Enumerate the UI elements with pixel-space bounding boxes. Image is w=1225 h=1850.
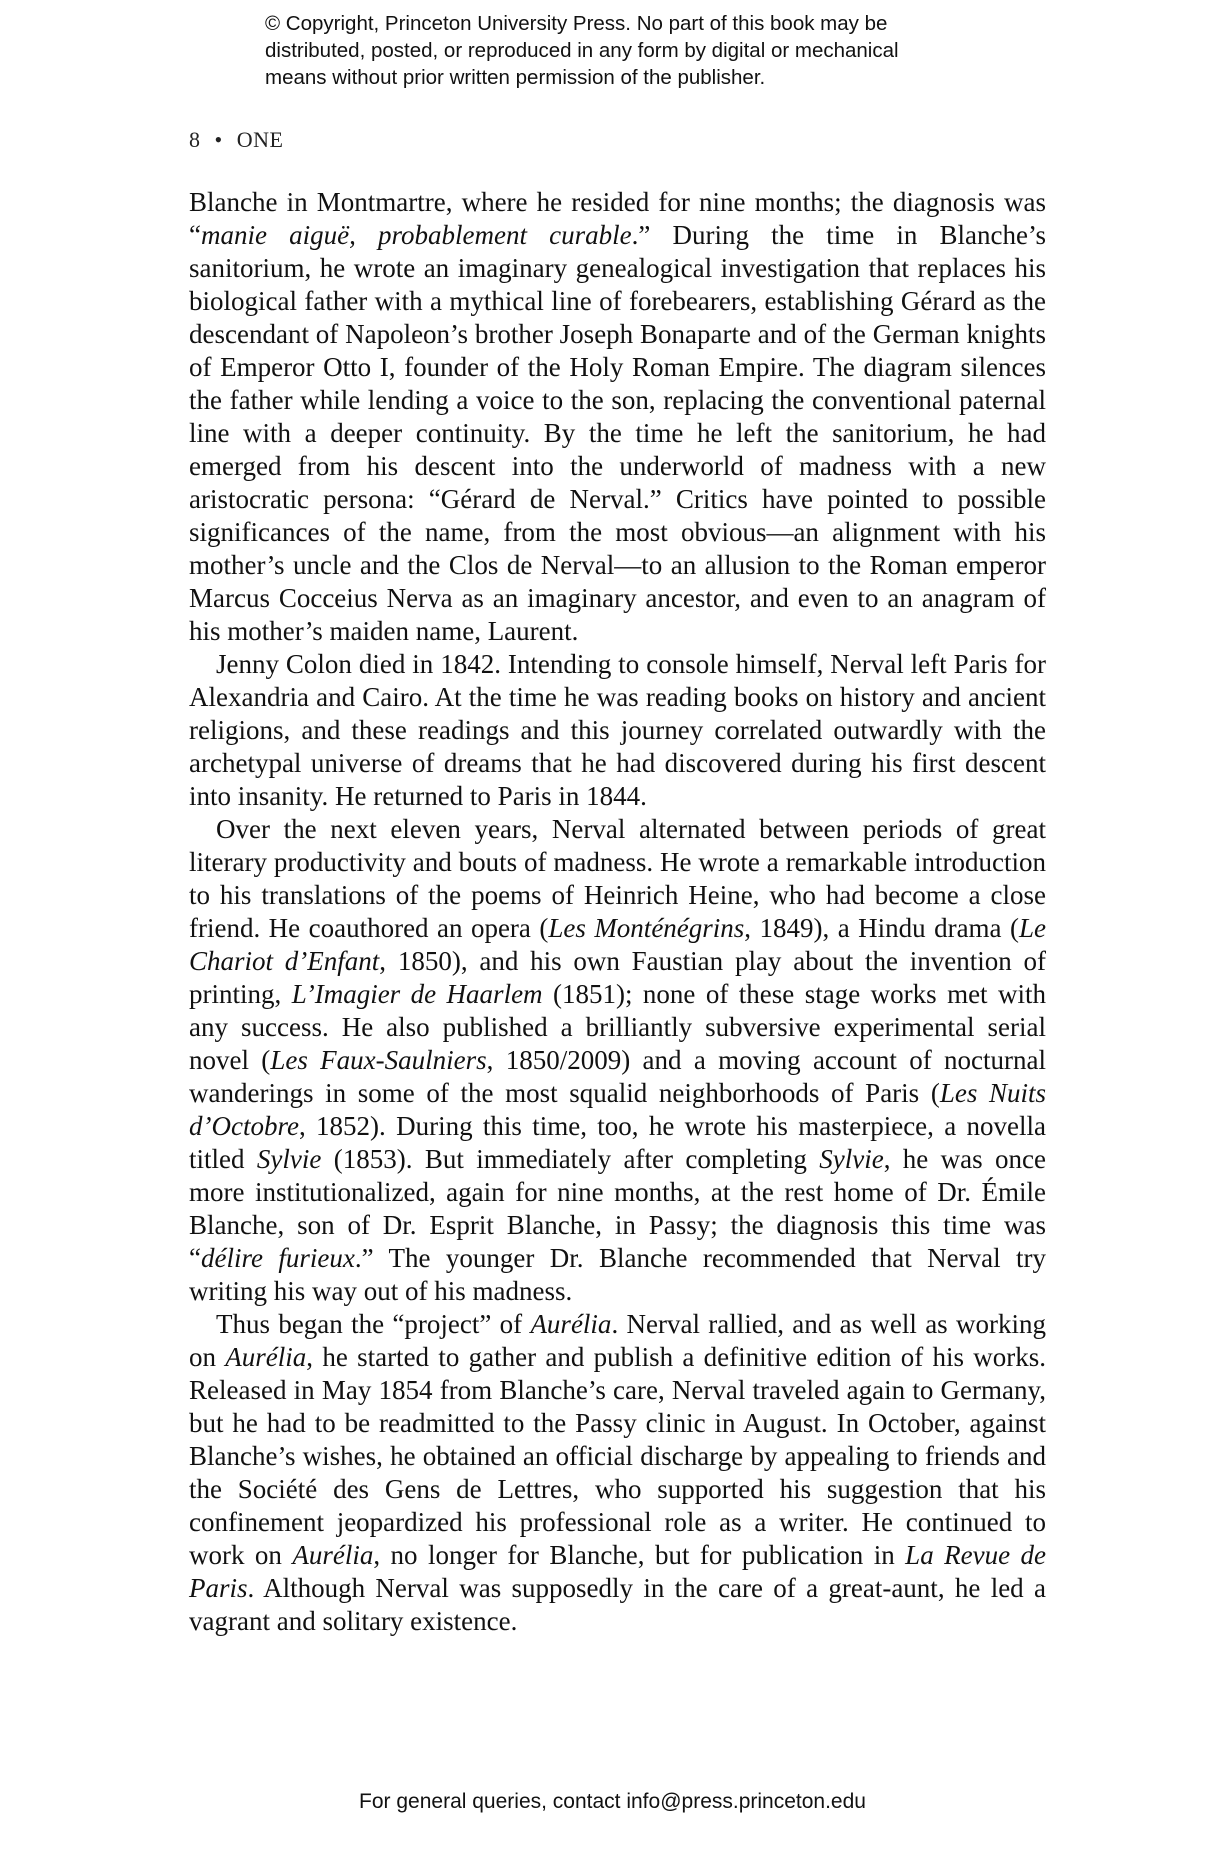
text-span: , 1850), and his own Faustian play about the invention of printing,	[189, 946, 1046, 1009]
italic-span: délire furieux	[200, 1243, 355, 1273]
italic-span: Les Monténégrins	[548, 913, 745, 943]
italic-span: Le Chariot d’Enfant	[189, 913, 1046, 976]
italic-span: Les Nuits d’Octobre	[189, 1078, 1046, 1141]
text-span: Over the next eleven years, Nerval alternated between periods of great literary productivity and bouts of madness. He wrote a remarkable introduction to his translations of the poems of Heinrich Heine, who had become a close friend. He coauthored an opera (	[189, 814, 1046, 943]
italic-span: Aurélia	[530, 1309, 612, 1339]
text-span: .” The younger Dr. Blanche recommended that Nerval try writing his way out of his madness.	[189, 1243, 1046, 1306]
chapter-title: ONE	[236, 127, 284, 152]
italic-span: Les Faux-Saulniers	[270, 1045, 487, 1075]
text-span: (1853). But immediately after completing	[321, 1144, 820, 1174]
italic-span: L’Imagier de Haarlem	[291, 979, 543, 1009]
footer-contact: For general queries, contact info@press.princeton.edu	[359, 1790, 866, 1813]
text-span: Blanche in Montmartre, where he resided for nine months; the diagnosis was “	[189, 187, 1046, 250]
italic-span: Aurélia	[225, 1342, 307, 1372]
text-span: , he started to gather and publish a definitive edition of his works. Released in May 1854 from Blanche’s care, Nerval traveled again to Germany, but he had to be readmitted to the Passy clinic in August. In October, against Blanche’s wishes, he obtained an official discharge by appealing to friends and the Société des Gens de Lettres, who supported his suggestion that his confinement jeopardized his professional role as a writer. He continued to work on	[189, 1342, 1046, 1570]
text-span: (1851); none of these stage works met with any success. He also published a brilliantly subversive experimental serial novel (	[189, 979, 1047, 1075]
italic-span: La Revue de Paris	[189, 1540, 1046, 1603]
text-span: .” During the time in Blanche’s sanitorium, he wrote an imaginary genealogical investigation that replaces his biological father with a mythical line of forebearers, establishing Gérard as the descendant of Napoleon’s brother Joseph Bonaparte and of the German knights of Emperor Otto I, founder of the Holy Roman Empire. The diagram silences the father while lending a voice to the son, replacing the conventional paternal line with a deeper continuity. By the time he left the sanitorium, he had emerged from his descent into the underworld of madness with a new aristocratic persona: “Gérard de Nerval.” Critics have pointed to possible significances of the name, from the most obvious—an alignment with his mother’s uncle and the Clos de Nerval—to an allusion to the Roman emperor Marcus Cocceius Nerva as an imaginary ancestor, and even to an anagram of his mother’s maiden name, Laurent.	[189, 220, 1047, 646]
body-text	[189, 186, 1046, 1638]
text-span: , no longer for Blanche, but for publication in	[373, 1540, 906, 1570]
text-span: , he was once more institutionalized, again for nine months, at the rest home of Dr. Émile Blanche, son of Dr. Esprit Blanche, in Passy; the diagnosis this time was “	[189, 1144, 1046, 1273]
italic-span: Aurélia	[292, 1540, 374, 1570]
paragraph	[189, 1308, 1046, 1638]
running-head	[189, 127, 283, 153]
page-number: 8	[189, 127, 201, 152]
text-span: , 1852). During this time, too, he wrote his masterpiece, a novella titled	[189, 1111, 1046, 1174]
copyright-line: © Copyright, Princeton University Press. No part of this book may be	[265, 12, 888, 35]
copyright-notice	[265, 10, 985, 91]
text-span: Thus began the “project” of	[216, 1309, 531, 1339]
bullet-separator: •	[214, 127, 223, 152]
paragraph: Jenny Colon died in 1842. Intending to console himself, Nerval left Paris for Alexandria and Cairo. At the time he was reading books on history and ancient religions, and these readings and this journey correlated outwardly with the archetypal universe of dreams that he had discovered during his first descent into insanity. He returned to Paris in 1844.	[189, 649, 1046, 811]
italic-span: manie aiguë, probablement curable	[200, 220, 632, 250]
italic-span: Sylvie	[256, 1144, 322, 1174]
paragraph	[189, 186, 1046, 648]
text-span: . Although Nerval was supposedly in the care of a great-aunt, he led a vagrant and solitary existence.	[189, 1573, 1046, 1636]
text-span: , 1850/2009) and a moving account of nocturnal wanderings in some of the most squalid neighborhoods of Paris (	[189, 1045, 1047, 1108]
copyright-line: distributed, posted, or reproduced in any form by digital or mechanical	[265, 39, 899, 62]
text-span: . Nerval rallied, and as well as working on	[189, 1309, 1046, 1372]
copyright-line: means without prior written permission of the publisher.	[265, 66, 766, 89]
text-span: , 1849), a Hindu drama (	[744, 913, 1019, 943]
italic-span: Sylvie	[819, 1144, 884, 1174]
paragraph	[189, 813, 1046, 1308]
